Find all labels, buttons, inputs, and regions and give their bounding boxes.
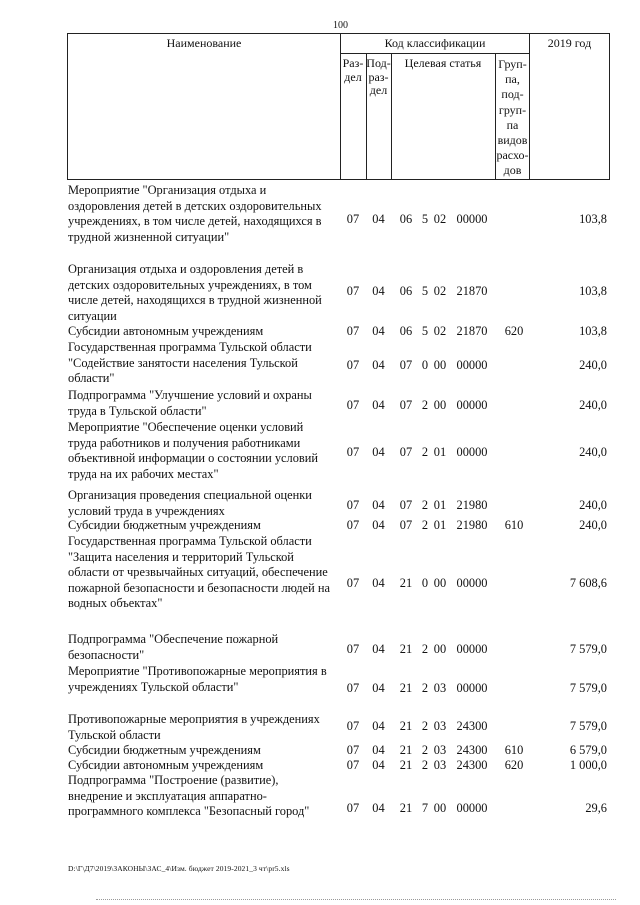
code-c1: 07 (399, 498, 413, 512)
code-c1: 07 (399, 358, 413, 372)
amount-2019: 103,8 (579, 212, 607, 226)
code-c1: 21 (399, 758, 413, 772)
code-c3: 03 (433, 743, 447, 757)
code-c2: 0 (421, 576, 429, 590)
code-razdel: 07 (346, 642, 360, 656)
code-c4: 00000 (456, 801, 488, 815)
code-c2: 5 (421, 284, 429, 298)
code-razdel: 07 (346, 284, 360, 298)
row-name (68, 488, 340, 519)
code-podrazdel: 04 (372, 743, 385, 757)
row-name-line: детских оздоровительных учреждениях, в том (68, 277, 312, 292)
code-razdel: 07 (346, 719, 360, 733)
header-podrazdel: Под- раз- дел (366, 56, 391, 97)
amount-2019: 7 579,0 (569, 681, 607, 695)
code-podrazdel: 04 (372, 801, 385, 815)
code-c4: 24300 (456, 719, 488, 733)
code-c4: 21870 (456, 284, 488, 298)
code-podrazdel: 04 (372, 576, 385, 590)
code-c2: 0 (421, 358, 429, 372)
code-c2: 5 (421, 324, 429, 338)
code-c3: 01 (433, 498, 447, 512)
header-razdel: Раз- дел (342, 56, 364, 84)
code-c1: 06 (399, 284, 413, 298)
code-podrazdel: 04 (372, 681, 385, 695)
row-name-line: водных объектах" (68, 596, 163, 610)
row-name (68, 388, 340, 419)
code-c1: 21 (399, 743, 413, 757)
code-razdel: 07 (346, 498, 360, 512)
amount-2019: 240,0 (579, 445, 607, 459)
row-name-line: Мероприятие "Организация отдыха и (68, 183, 267, 197)
header-vid: Груп- па, под- груп- па видов расхо- дов (496, 57, 529, 178)
code-c4: 00000 (456, 398, 488, 412)
code-c1: 21 (399, 681, 413, 695)
row-name (68, 712, 340, 743)
row-name-line: Мероприятие "Обеспечение оценки условий (68, 420, 304, 434)
row-name-line: оздоровления детей в детских оздоровительных (68, 198, 322, 213)
header-year-label: 2019 год (547, 36, 592, 50)
code-razdel: 07 (346, 758, 360, 772)
code-razdel: 07 (346, 212, 360, 226)
code-c3: 01 (433, 518, 447, 532)
row-name-line: "Защита населения и территорий Тульской (68, 549, 294, 564)
code-podrazdel: 04 (372, 642, 385, 656)
amount-2019: 240,0 (579, 398, 607, 412)
code-podrazdel: 04 (372, 358, 385, 372)
file-path-footer: D:\Г\Д7\2019\ЗАКОНЫ\ЗАС_4\Изм. бюджет 2019-2021_3 чт\pr5.xls (68, 864, 290, 873)
code-razdel: 07 (346, 576, 360, 590)
code-razdel: 07 (346, 398, 360, 412)
row-name (68, 340, 340, 387)
code-razdel: 07 (346, 324, 360, 338)
code-c3: 03 (433, 758, 447, 772)
code-c4: 00000 (456, 576, 488, 590)
code-c2: 7 (421, 801, 429, 815)
row-name-line: Субсидии бюджетным учреждениям (68, 518, 261, 532)
code-c4: 24300 (456, 743, 488, 757)
header-name-label: Наименование (166, 36, 242, 50)
row-name-line: области от чрезвычайных ситуаций, обеспечение (68, 565, 328, 579)
amount-2019: 103,8 (579, 324, 607, 338)
amount-2019: 7 608,6 (569, 576, 607, 590)
amount-2019: 103,8 (579, 284, 607, 298)
code-c4: 00000 (456, 212, 488, 226)
row-name (68, 183, 340, 245)
code-c2: 2 (421, 743, 429, 757)
row-name-line: Противопожарные мероприятия в учреждениях (68, 712, 320, 726)
header-split-line (340, 53, 530, 54)
code-razdel: 07 (346, 681, 360, 695)
row-name-line: Тульской области (68, 727, 161, 742)
code-c4: 21980 (456, 518, 488, 532)
code-c4: 21870 (456, 324, 488, 338)
row-name-line: Субсидии бюджетным учреждениям (68, 743, 261, 757)
code-razdel: 07 (346, 801, 360, 815)
code-razdel: 07 (346, 518, 360, 532)
row-name (68, 518, 340, 534)
amount-2019: 6 579,0 (569, 743, 607, 757)
header-col-line (391, 53, 392, 180)
row-name-line: числе детей, находящихся в трудной жизненной (68, 293, 322, 307)
code-c3: 01 (433, 445, 447, 459)
row-name-line: Организация отдыха и оздоровления детей в (68, 262, 304, 276)
row-name-line: труда на их рабочих местах" (68, 466, 219, 481)
code-c3: 00 (433, 358, 447, 372)
row-name-line: Подпрограмма "Обеспечение пожарной (68, 632, 279, 646)
row-name (68, 773, 340, 820)
row-name-line: безопасности" (68, 647, 145, 662)
code-c1: 21 (399, 719, 413, 733)
code-c3: 02 (433, 284, 447, 298)
code-vid: 610 (504, 518, 524, 532)
row-name-line: Государственная программа Тульской области (68, 340, 312, 354)
row-name-line: программного комплекса "Безопасный город" (68, 804, 310, 818)
code-c1: 06 (399, 324, 413, 338)
row-name-line: Субсидии автономным учреждениям (68, 324, 264, 338)
code-c4: 00000 (456, 681, 488, 695)
code-c1: 06 (399, 212, 413, 226)
code-podrazdel: 04 (372, 758, 385, 772)
amount-2019: 29,6 (585, 801, 607, 815)
row-name-line: Мероприятие "Противопожарные мероприятия в (68, 664, 327, 678)
code-c2: 2 (421, 445, 429, 459)
code-c1: 21 (399, 801, 413, 815)
code-vid: 610 (504, 743, 524, 757)
code-c2: 2 (421, 518, 429, 532)
code-c3: 03 (433, 719, 447, 733)
row-name-line: трудной жизненной ситуации" (68, 229, 230, 244)
code-c2: 2 (421, 498, 429, 512)
code-c1: 21 (399, 642, 413, 656)
code-vid: 620 (504, 324, 524, 338)
code-vid: 620 (504, 758, 524, 772)
row-name-line: пожарной безопасности и безопасности людей на (68, 580, 330, 595)
code-c2: 2 (421, 719, 429, 733)
code-c3: 02 (433, 212, 447, 226)
code-c4: 24300 (456, 758, 488, 772)
row-name-line: труда в Тульской области" (68, 403, 207, 418)
row-name (68, 324, 340, 340)
code-c2: 2 (421, 681, 429, 695)
code-c4: 00000 (456, 642, 488, 656)
code-c3: 00 (433, 398, 447, 412)
code-c2: 2 (421, 758, 429, 772)
code-podrazdel: 04 (372, 498, 385, 512)
code-podrazdel: 04 (372, 324, 385, 338)
row-name-line: учреждениях, в том числе детей, находящихся в (68, 214, 322, 228)
code-razdel: 07 (346, 743, 360, 757)
page-number: 100 (333, 20, 348, 31)
row-name-line: объективной информации о состоянии условий (68, 451, 319, 465)
row-name-line: труда работников и получения работниками (68, 435, 301, 450)
row-name (68, 664, 340, 695)
amount-2019: 240,0 (579, 518, 607, 532)
row-name-line: Подпрограмма "Построение (развитие), (68, 773, 279, 787)
row-name-line: Государственная программа Тульской области (68, 534, 312, 548)
code-c4: 00000 (456, 358, 488, 372)
code-c1: 07 (399, 518, 413, 532)
code-podrazdel: 04 (372, 398, 385, 412)
row-name-line: "Содействие занятости населения Тульской (68, 355, 298, 370)
row-name (68, 262, 340, 324)
code-podrazdel: 04 (372, 284, 385, 298)
row-name-line: внедрение и эксплуатация аппаратно- (68, 788, 267, 803)
code-c3: 00 (433, 801, 447, 815)
amount-2019: 240,0 (579, 498, 607, 512)
row-name-line: Субсидии автономным учреждениям (68, 758, 264, 772)
row-name-line: условий труда в учреждениях (68, 503, 225, 518)
code-podrazdel: 04 (372, 212, 385, 226)
row-name (68, 758, 340, 774)
code-podrazdel: 04 (372, 445, 385, 459)
code-c3: 02 (433, 324, 447, 338)
code-podrazdel: 04 (372, 719, 385, 733)
row-name-line: Подпрограмма "Улучшение условий и охраны (68, 388, 312, 402)
code-c4: 00000 (456, 445, 488, 459)
amount-2019: 240,0 (579, 358, 607, 372)
row-name-line: ситуации (68, 308, 117, 323)
code-razdel: 07 (346, 358, 360, 372)
row-name (68, 420, 340, 482)
header-target: Целевая статья (404, 56, 482, 70)
code-c1: 07 (399, 398, 413, 412)
code-c3: 03 (433, 681, 447, 695)
header-year-cell (529, 33, 610, 180)
code-c1: 21 (399, 576, 413, 590)
row-name-line: области" (68, 371, 115, 385)
row-name-line: учреждениях Тульской области" (68, 679, 239, 694)
code-c3: 00 (433, 642, 447, 656)
header-name-cell (67, 33, 341, 180)
code-c2: 2 (421, 642, 429, 656)
code-c3: 00 (433, 576, 447, 590)
bottom-edge-line (96, 899, 616, 900)
amount-2019: 7 579,0 (569, 719, 607, 733)
row-name-line: Организация проведения специальной оценки (68, 488, 312, 502)
row-name (68, 743, 340, 759)
code-c4: 21980 (456, 498, 488, 512)
row-name (68, 534, 340, 612)
code-c2: 5 (421, 212, 429, 226)
code-podrazdel: 04 (372, 518, 385, 532)
header-code-label: Код классификации (384, 36, 486, 50)
code-c2: 2 (421, 398, 429, 412)
code-razdel: 07 (346, 445, 360, 459)
row-name (68, 632, 340, 663)
code-c1: 07 (399, 445, 413, 459)
amount-2019: 1 000,0 (569, 758, 607, 772)
amount-2019: 7 579,0 (569, 642, 607, 656)
